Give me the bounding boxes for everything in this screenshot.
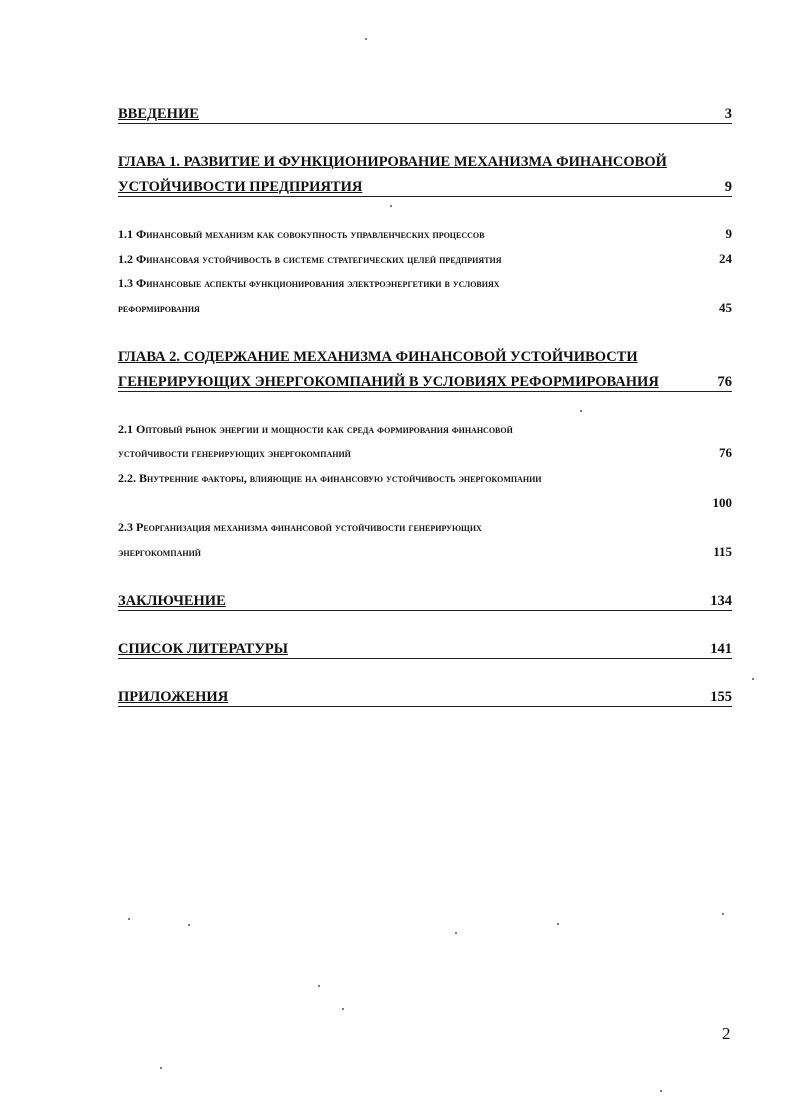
toc-section-page: 76 bbox=[719, 445, 732, 460]
scan-speck bbox=[390, 205, 392, 207]
toc-section-page: 24 bbox=[719, 251, 732, 266]
toc-chapter2-line2 bbox=[118, 369, 732, 395]
toc-entry-intro bbox=[118, 101, 732, 127]
scan-speck bbox=[557, 923, 559, 925]
toc-chapter1-line2 bbox=[118, 174, 732, 200]
toc-chapter1-line1 bbox=[118, 149, 732, 175]
toc-entry-page: 9 bbox=[724, 179, 732, 195]
toc-section-2-3-line1 bbox=[118, 515, 732, 540]
scan-speck bbox=[188, 924, 190, 926]
scan-speck bbox=[160, 1067, 162, 1069]
toc-section-page: 100 bbox=[712, 495, 732, 510]
toc-entry-page: 3 bbox=[724, 106, 732, 122]
toc-section-title-cont: реформирования bbox=[118, 301, 200, 315]
toc-section-title-cont: устойчивости генерирующих энергокомпаний bbox=[118, 446, 351, 460]
toc-entry-page: 76 bbox=[717, 374, 732, 390]
scan-speck bbox=[455, 932, 457, 934]
toc-entry-page: 141 bbox=[710, 641, 732, 657]
scan-speck bbox=[318, 985, 320, 987]
toc-section-title: 1.3 Финансовые аспекты функционирования электроэнергетики в условиях bbox=[118, 276, 500, 290]
toc-section-2-2-line1 bbox=[118, 466, 732, 491]
toc-section-1-1 bbox=[118, 222, 732, 247]
toc-section-page: 9 bbox=[725, 226, 732, 241]
scan-speck bbox=[752, 678, 754, 680]
toc-chapter-title: ГЛАВА 1. РАЗВИТИЕ И ФУНКЦИОНИРОВАНИЕ МЕХАНИЗМА ФИНАНСОВОЙ bbox=[118, 154, 667, 170]
toc-section-page: 45 bbox=[719, 300, 732, 315]
scan-speck bbox=[365, 38, 367, 40]
toc-section-1-3-line1 bbox=[118, 271, 732, 296]
toc-entry-title: ЗАКЛЮЧЕНИЕ bbox=[118, 593, 226, 609]
toc-entry-title: ПРИЛОЖЕНИЯ bbox=[118, 689, 229, 705]
scan-speck bbox=[580, 410, 582, 412]
toc-entry-appendices bbox=[118, 684, 732, 710]
toc-section-title: 1.1 Финансовый механизм как совокупность управленческих процессов bbox=[118, 227, 485, 241]
toc-section-1-3-line2 bbox=[118, 296, 732, 321]
toc-chapter-title-cont: ГЕНЕРИРУЮЩИХ ЭНЕРГОКОМПАНИЙ В УСЛОВИЯХ РЕФОРМИРОВАНИЯ bbox=[118, 374, 659, 390]
toc-section-2-3-line2 bbox=[118, 540, 732, 565]
toc-section-page: 115 bbox=[713, 544, 732, 559]
toc-section-title: 2.3 Реорганизация механизма финансовой устойчивости генерирующих bbox=[118, 520, 482, 534]
toc-entry-title: СПИСОК ЛИТЕРАТУРЫ bbox=[118, 641, 288, 657]
toc-section-2-1-line2 bbox=[118, 441, 732, 466]
scan-speck bbox=[342, 1008, 344, 1010]
toc-section-2-1-line1 bbox=[118, 417, 732, 442]
page-number: 2 bbox=[722, 1024, 731, 1043]
scan-speck bbox=[660, 1090, 662, 1092]
toc-entry-page: 155 bbox=[710, 689, 732, 705]
toc-section-title: 2.2. Внутренние факторы, влияющие на финансовую устойчивость энергокомпании bbox=[118, 471, 542, 485]
toc-section-title: 1.2 Финансовая устойчивость в системе стратегических целей предприятия bbox=[118, 252, 502, 266]
toc-entry-title: ВВЕДЕНИЕ bbox=[118, 106, 199, 122]
toc-section-1-2 bbox=[118, 247, 732, 272]
toc-chapter-title: ГЛАВА 2. СОДЕРЖАНИЕ МЕХАНИЗМА ФИНАНСОВОЙ УСТОЙЧИВОСТИ bbox=[118, 349, 638, 365]
toc-section-title: 2.1 Оптовый рынок энергии и мощности как среда формирования финансовой bbox=[118, 422, 513, 436]
scan-speck bbox=[722, 913, 724, 915]
scan-speck bbox=[128, 918, 130, 920]
toc-section-title-cont: энергокомпаний bbox=[118, 545, 202, 559]
toc-entry-page: 134 bbox=[710, 593, 732, 609]
toc-chapter-title-cont: УСТОЙЧИВОСТИ ПРЕДПРИЯТИЯ bbox=[118, 179, 363, 195]
toc-entry-conclusion bbox=[118, 588, 732, 614]
toc-entry-references bbox=[118, 636, 732, 662]
toc-chapter2-line1 bbox=[118, 344, 732, 370]
